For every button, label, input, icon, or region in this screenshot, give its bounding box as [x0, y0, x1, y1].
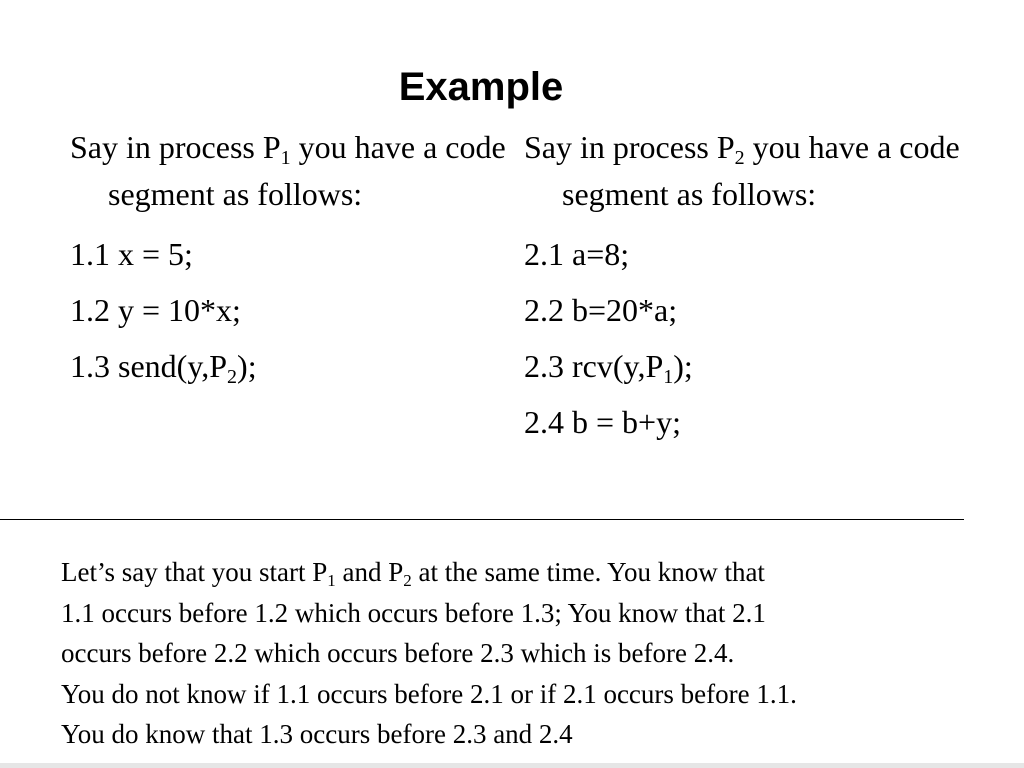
p2-line-3-sub: 1 [663, 366, 674, 388]
note-line-1-b: and P [335, 557, 404, 587]
p2-line-1: 2.1 a=8; [524, 236, 630, 272]
p2-line-4: 2.4 b = b+y; [524, 404, 681, 440]
p2-line-3 [524, 338, 984, 394]
note-line-5: You do know that 1.3 occurs before 2.3 and 2.4 [61, 719, 573, 749]
p1-line-1: 1.1 x = 5; [70, 236, 193, 272]
slide-title: Example [398, 65, 564, 109]
p1-line-3-sub: 2 [227, 366, 238, 388]
explanation-note [61, 552, 1011, 755]
note-line-1-sub-2: 2 [403, 571, 412, 590]
note-line-2: 1.1 occurs before 1.2 which occurs before 1.3; You know that 2.1 [61, 597, 766, 628]
divider-line [0, 519, 964, 520]
p2-line-3-pre: 2.3 rcv(y,P [524, 348, 664, 384]
p2-intro [524, 124, 984, 218]
p2-intro-pre: Say in process P [524, 129, 735, 165]
p2-intro-sub: 2 [734, 147, 745, 169]
note-line-1-c: at the same time. You know that [411, 557, 765, 587]
p1-intro-sub: 1 [280, 147, 291, 169]
note-line-1-a: Let’s say that you start P [61, 557, 328, 587]
p1-line-3-post: ); [237, 348, 257, 384]
p1-intro [70, 124, 515, 218]
p1-line-2: 1.2 y = 10*x; [70, 292, 241, 328]
p1-intro-post: you have a code segment as follows: [108, 129, 506, 212]
p2-line-3-post: ); [673, 348, 693, 384]
process-p2-column [524, 124, 984, 450]
note-line-1-sub-1: 1 [327, 571, 336, 590]
note-line-1 [61, 552, 1011, 593]
p2-line-2: 2.2 b=20*a; [524, 292, 678, 328]
note-line-4: You do not know if 1.1 occurs before 2.1 or if 2.1 occurs before 1.1. [61, 678, 797, 709]
process-p1-column [70, 124, 515, 394]
p2-intro-post: you have a code segment as follows: [562, 129, 960, 212]
note-line-3: occurs before 2.2 which occurs before 2.3 which is before 2.4. [61, 638, 735, 668]
p1-line-3-pre: 1.3 send(y,P [70, 348, 228, 384]
p1-line-3 [70, 338, 515, 394]
bottom-bar [0, 763, 1024, 768]
p1-intro-pre: Say in process P [70, 129, 281, 165]
